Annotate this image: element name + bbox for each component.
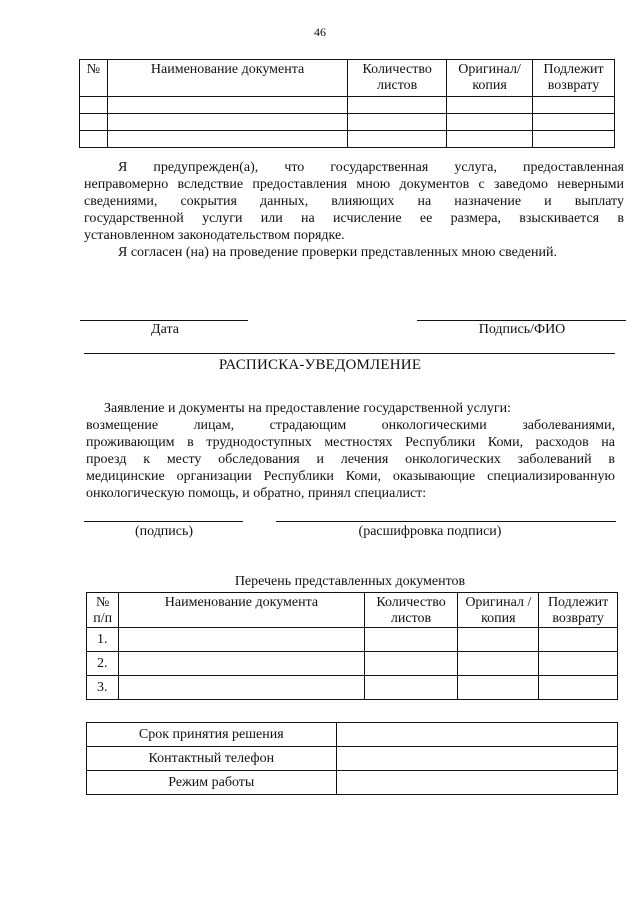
table-cell [348,97,447,114]
table-cell [364,652,458,676]
table-cell [80,114,108,131]
table-cell [458,652,539,676]
receipt-line: Заявление и документы на предоставление государственной услуги: [104,401,511,416]
separator-line [84,353,615,354]
contact-phone-value [336,747,617,771]
documents-table-receipt [86,592,618,700]
receipt-line: проезд к месту обследования и лечения онкологических заболеваний в [86,452,615,467]
table-cell [107,97,347,114]
table-cell [533,114,615,131]
decision-deadline-value [336,723,617,747]
working-hours-label: Режим работы [87,771,337,795]
decision-deadline-label: Срок принятия решения [87,723,337,747]
consent-statement: Я согласен (на) на проведение проверки представленных мною сведений. [118,245,557,260]
table-cell [107,114,347,131]
table-cell [348,131,447,148]
table-row [87,628,618,652]
row-number: 3. [87,676,119,700]
contact-phone-label: Контактный телефон [87,747,337,771]
table-cell [119,676,364,700]
working-hours-value [336,771,617,795]
table-cell [119,628,364,652]
table-cell [80,97,108,114]
table-row [87,652,618,676]
receipt-line: медицинские организации Республики Коми, оказывающие специализированную [86,469,615,484]
table-cell [107,131,347,148]
receipt-line: проживающим в труднодоступных местностях Республики Коми, расходов на [86,435,615,450]
header-cell-document-name: Наименование документа [107,60,347,97]
table-cell [533,97,615,114]
header-cell-original-copy: Оригинал/ копия [447,60,533,97]
table-cell [80,131,108,148]
page-number: 46 [314,25,326,39]
table-cell [458,676,539,700]
warning-line: сведениями, сокрытия данных, влияющих на назначение и выплату [84,194,624,209]
table-cell [348,114,447,131]
table-row [87,676,618,700]
header-cell-number: № [80,60,108,97]
signature-name-label: Подпись/ФИО [478,322,566,337]
table-cell [533,131,615,148]
row-number: 1. [87,628,119,652]
table-cell [447,114,533,131]
table-cell [458,628,539,652]
warning-line: Я предупрежден(а), что государственная услуга, предоставленная [118,160,624,175]
header-cell-return: Подлежит возврату [533,60,615,97]
warning-line: государственной услуги или на исчисление ее размера, взыскивается в [84,211,624,226]
warning-line: неправомерно вследствие предоставления мною документов с заведомо неверными [84,177,624,192]
warning-line: установленном законодательством порядке. [84,228,345,243]
specialist-signature-line [84,521,243,522]
table-cell [364,676,458,700]
table-cell [119,652,364,676]
header-cell-sheet-count: Количество листов [348,60,447,97]
table-cell [447,97,533,114]
service-info-table [86,722,618,795]
signature-line [417,320,626,321]
date-label: Дата [151,322,179,337]
header-cell-return: Подлежит возврату [539,593,618,628]
table-cell [539,676,618,700]
warning-paragraph [84,159,624,261]
receipt-paragraph [86,400,615,502]
receipt-line: возмещение лицам, страдающим онкологическими заболеваниями, [86,418,615,433]
header-cell-document-name: Наименование документа [119,593,364,628]
row-number: 2. [87,652,119,676]
table-cell [364,628,458,652]
signature-decoding-caption: (расшифровка подписи) [358,524,502,539]
table-cell [447,131,533,148]
date-line [80,320,248,321]
table-cell [539,628,618,652]
documents-list-title: Перечень представленных документов [234,574,466,589]
header-cell-original-copy: Оригинал /копия [458,593,539,628]
table-row [80,97,615,114]
table-row [80,114,615,131]
table-row [80,131,615,148]
documents-table-top [79,59,615,148]
table-row [87,771,618,795]
table-row [87,723,618,747]
signature-decoding-line [276,521,616,522]
table-cell [539,652,618,676]
receipt-title: РАСПИСКА-УВЕДОМЛЕНИЕ [218,357,422,373]
receipt-line: онкологическую помощь, и обратно, принял специалист: [86,486,427,501]
table-header-row [80,60,615,97]
signature-caption: (подпись) [134,524,194,539]
table-header-row [87,593,618,628]
header-cell-sheet-count: Количество листов [364,593,458,628]
table-row [87,747,618,771]
header-cell-number: № п/п [87,593,119,628]
